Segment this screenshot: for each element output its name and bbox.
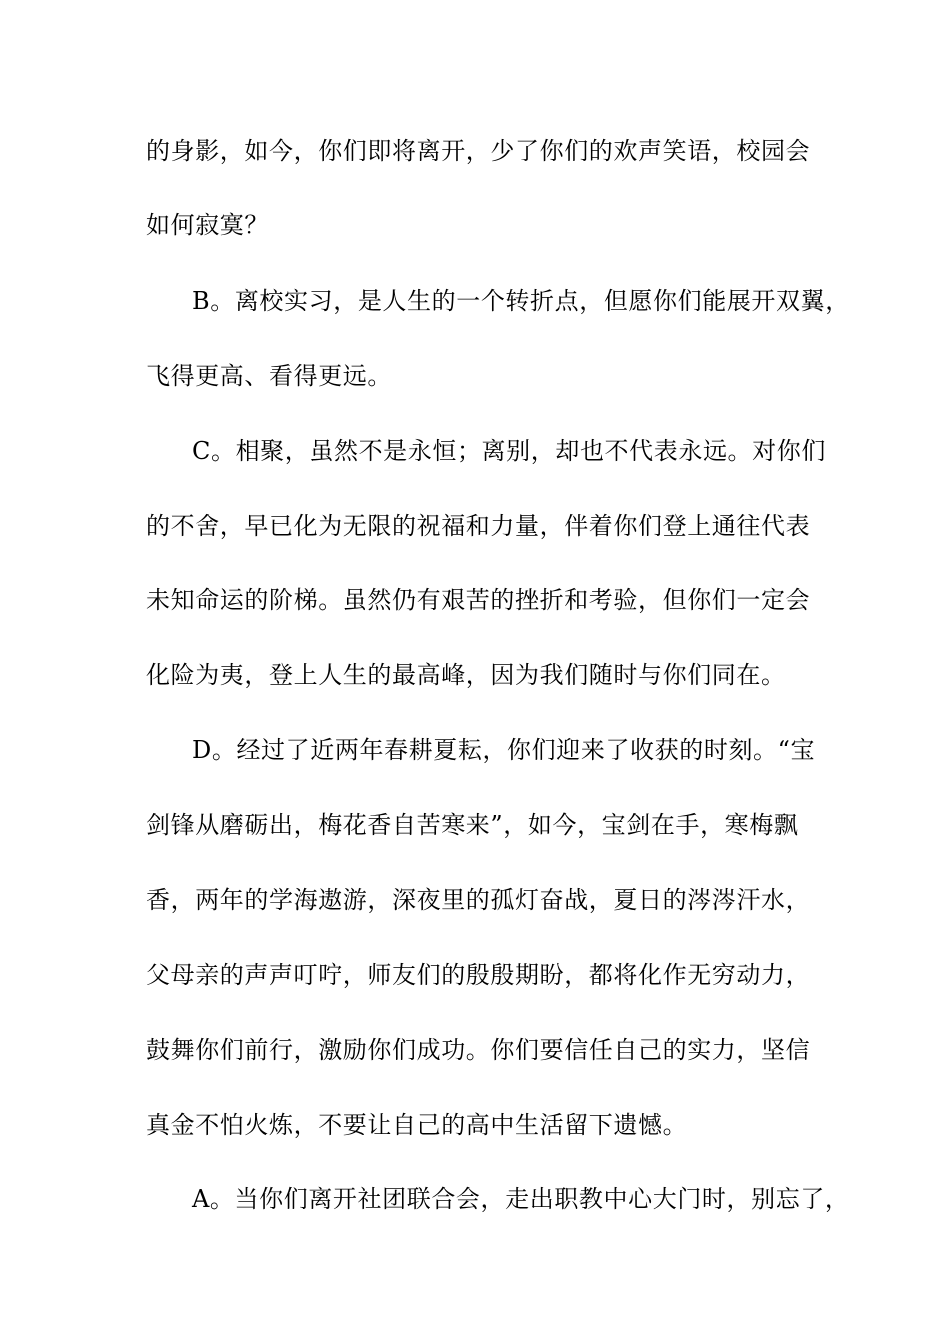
text-line-13: 鼓舞你们前行，激励你们成功。你们要信任自己的实力，坚信 (146, 1036, 811, 1064)
text-line-14: 真金不怕火炼，不要让自己的高中生活留下遗憾。 (146, 1111, 688, 1139)
text-line-11: 香，两年的学海遨游，深夜里的孤灯奋战，夏日的涔涔汗水， (146, 886, 811, 914)
text-line-12: 父母亲的声声叮咛，师友们的殷殷期盼，都将化作无穷动力， (146, 961, 811, 989)
paragraph-d-start: D。经过了近两年春耕夏耘，你们迎来了收获的时刻。“宝 (192, 736, 816, 764)
text-line-1: 的身影，如今，你们即将离开，少了你们的欢声笑语，校园会 (146, 137, 811, 165)
text-line-4: 飞得更高、看得更远。 (146, 362, 392, 390)
paragraph-c-start: C。相聚，虽然不是永恒；离别，却也不代表永远。对你们 (192, 437, 826, 465)
text-line-2: 如何寂寞？ (146, 211, 269, 239)
paragraph-b-start: B。离校实习，是人生的一个转折点，但愿你们能展开双翼， (192, 287, 850, 315)
text-line-7: 未知命运的阶梯。虽然仍有艰苦的挫折和考验，但你们一定会 (146, 586, 811, 614)
text-line-10: 剑锋从磨砺出，梅花香自苦寒来”，如今，宝剑在手，寒梅飘 (146, 811, 799, 839)
text-line-6: 的不舍，早已化为无限的祝福和力量，伴着你们登上通往代表 (146, 512, 811, 540)
text-line-8: 化险为夷，登上人生的最高峰，因为我们随时与你们同在。 (146, 661, 786, 689)
paragraph-a-start: A。当你们离开社团联合会，走出职教中心大门时，别忘了， (192, 1185, 850, 1213)
